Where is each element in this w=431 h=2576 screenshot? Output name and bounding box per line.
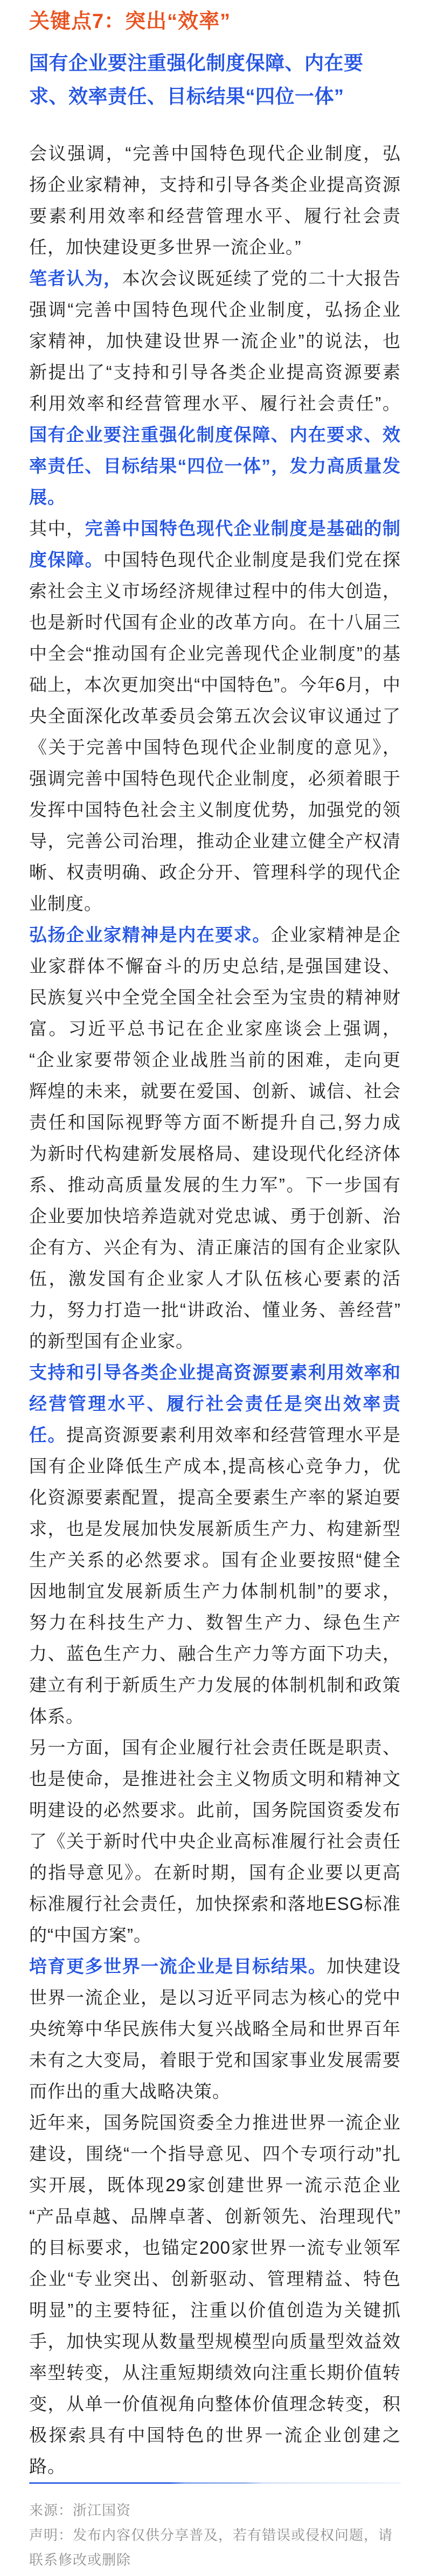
body-text: 本次会议既延续了党的二十大报告强调“完善中国特色现代企业制度，弘扬企业家精神，加快建设世界一流企业”的说法，也新提出了“支持和引导各类企业提高资源要素利用效率和经营管理水平、履行社会责任”。 — [29, 268, 401, 413]
highlighted-text: 培育更多世界一流企业是目标结果。 — [29, 1956, 327, 1976]
paragraph — [29, 263, 401, 513]
article-footer — [29, 2482, 401, 2572]
paragraph — [29, 1357, 401, 1732]
paragraph — [29, 1951, 401, 2107]
paragraph — [29, 138, 401, 263]
highlighted-text: 支持和引导各类企业提高资源要素利用效率和经营管理水平、履行社会责任是突出效率责任。 — [29, 1362, 401, 1445]
paragraph — [29, 919, 401, 1357]
paragraph — [29, 513, 401, 919]
article-headline: 国有企业要注重强化制度保障、内在要求、效率责任、目标结果“四位一体” — [29, 52, 364, 107]
highlighted-text: 弘扬企业家精神是内在要求。 — [29, 925, 271, 945]
body-text: 另一方面，国有企业履行社会责任既是职责、也是使命，是推进社会主义物质文明和精神文明建设的必然要求。此前，国务院国资委发布了《关于新时代中央企业高标准履行社会责任的指导意见》。在新时期，国有企业要以更高标准履行社会责任，加快探索和落地ESG标准的“中国方案”。 — [29, 1737, 401, 1945]
body-text: 提高资源要素利用效率和经营管理水平是国有企业降低生产成本,提高核心竞争力，优化资源要素配置，提高全要素生产率的紧迫要求，也是发展加快发展新质生产力、构建新型生产关系的必然要求。国有企业要按照“健全因地制宜发展新质生产力体制机制”的要求，努力在科技生产力、数智生产力、绿色生产力、蓝色生产力、融合生产力等方面下功夫，建立有利于新质生产力发展的体制机制和政策体系。 — [29, 1425, 401, 1726]
body-text: 其中， — [29, 518, 85, 538]
body-text: 加快建设世界一流企业，是以习近平同志为核心的党中央统筹中华民族伟大复兴战略全局和世界百年未有之大变局，着眼于党和国家事业发展需要而作出的重大战略决策。 — [29, 1956, 401, 2101]
highlighted-text: 完善中国特色现代企业制度是基础的制度保障。 — [29, 518, 401, 570]
paragraph — [29, 1732, 401, 1951]
article-body — [29, 138, 401, 2482]
kicker-heading: 关键点7：突出“效率” — [29, 10, 231, 33]
body-text: 会议强调，“完善中国特色现代企业制度，弘扬企业家精神，支持和引导各类企业提高资源要素利用效率和经营管理水平、履行社会责任，加快建设更多世界一流企业。” — [29, 143, 401, 257]
source-label: 来源：浙江国资 — [29, 2502, 131, 2518]
highlighted-text: 国有企业要注重强化制度保障、内在要求、效率责任、目标结果“四位一体”，发力高质量发展。 — [29, 425, 401, 507]
disclaimer-text: 声明：发布内容仅供分享普及，若有错误或侵权问题，请联系修改或删除 — [29, 2527, 393, 2568]
footer-divider-line — [29, 2482, 401, 2484]
body-text: 中国特色现代企业制度是我们党在探索社会主义市场经济规律过程中的伟大创造，也是新时代国有企业的改革方向。在十八届三中全会“推动国有企业完善现代企业制度”的基础上，本次更加突出“中国特色”。今年6月，中央全面深化改革委员会第五次会议审议通过了《关于完善中国特色现代企业制度的意见》，强调完善中国特色现代企业制度，必须着眼于发挥中国特色社会主义制度优势，加强党的领导，完善公司治理，推动企业建立健全产权清晰、权责明确、政企分开、管理科学的现代企业制度。 — [29, 550, 401, 913]
body-text: 近年来，国务院国资委全力推进世界一流企业建设，围绕“一个指导意见、四个专项行动”扎实开展，既体现29家创建世界一流示范企业“产品卓越、品牌卓著、创新领先、治理现代”的目标要求，也锚定200家世界一流专业领军企业“专业突出、创新驱动、管理精益、特色明显”的主要特征，注重以价值创造为关键抓手，加快实现从数量型规模型向质量型效益效率型转变，从注重短期绩效向注重长期价值转变，从单一价值视角向整体价值理念转变，积极探索具有中国特色的世界一流企业创建之路。 — [29, 2113, 401, 2476]
body-text: 企业家精神是企业家群体不懈奋斗的历史总结,是强国建设、民族复兴中全党全国全社会至为宝贵的精神财富。习近平总书记在企业家座谈会上强调，“企业家要带领企业战胜当前的困难，走向更辉煌的未来，就要在爱国、创新、诚信、社会责任和国际视野等方面不断提升自己,努力成为新时代构建新发展格局、建设现代化经济体系、推动高质量发展的生力军”。下一步国有企业要加快培养造就对党忠诚、勇于创新、治企有方、兴企有为、清正廉洁的国有企业家队伍，激发国有企业家人才队伍核心要素的活力，努力打造一批“讲政治、懂业务、善经营”的新型国有企业家。 — [29, 925, 401, 1351]
highlighted-text: 笔者认为， — [29, 268, 122, 288]
paragraph — [29, 2107, 401, 2482]
